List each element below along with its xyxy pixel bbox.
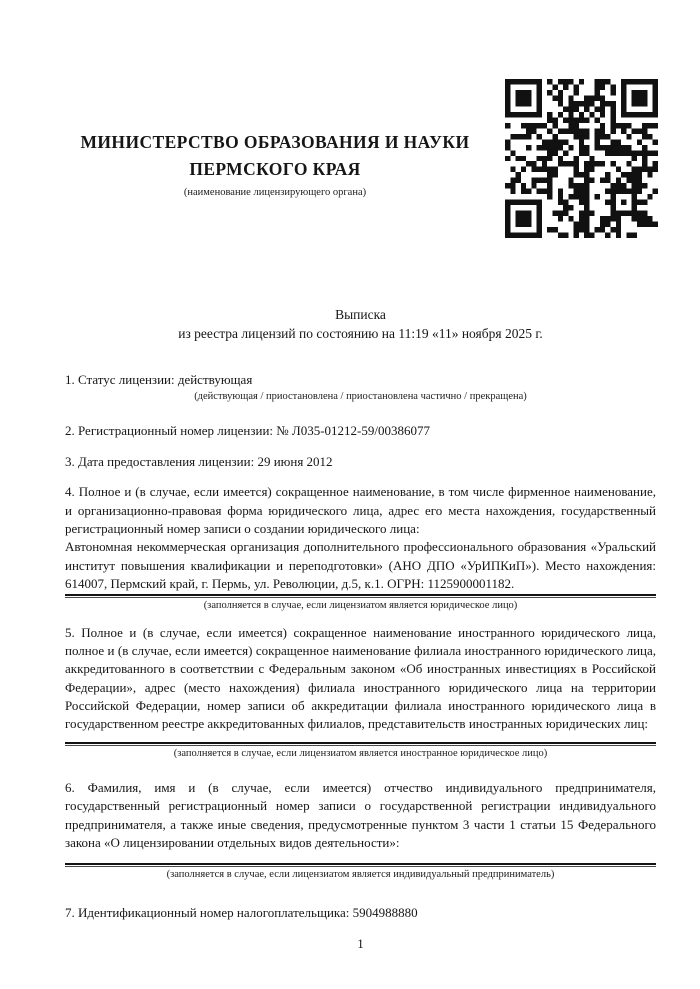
qr-code bbox=[505, 79, 658, 238]
legal-entity-value: Автономная некоммерческая организация дополнительного профессионального образования «Уральский институт повышения квалификации и переподготовки» (АНО ДПО «УрИПКиП»). Место нахождения: 614007, Пермский край, г. Пермь, ул. Революции, д.5, к.1. ОГРН: 1125900001182. bbox=[65, 539, 656, 591]
authority-name-line2: ПЕРМСКОГО КРАЯ bbox=[189, 158, 361, 179]
document-body bbox=[65, 306, 656, 953]
legal-entity-fill-caption: (заполняется в случае, если лицензиатом является юридическое лицо) bbox=[203, 600, 518, 612]
foreign-entity-divider bbox=[65, 742, 656, 746]
item-legal-entity bbox=[65, 483, 656, 612]
legal-entity-label: 4. Полное и (в случае, если имеется) сокращенное наименование, в том числе фирменное наименование, и организационно-правовая форма юридического лица, адрес его места нахождения, государственный регистрационный номер записи о создании юридического лица: bbox=[65, 484, 656, 536]
entrepreneur-divider bbox=[65, 863, 656, 867]
page-number: 1 bbox=[357, 935, 364, 951]
item-grant-date bbox=[65, 453, 656, 471]
item-registration-number bbox=[65, 422, 656, 440]
licensing-authority-block bbox=[62, 129, 488, 199]
item-taxpayer-number bbox=[65, 904, 656, 922]
item-foreign-entity bbox=[65, 624, 656, 761]
license-status-options-caption: (действующая / приостановлена / приостановлена частично / прекращена) bbox=[194, 391, 527, 403]
entrepreneur-label: 6. Фамилия, имя и (в случае, если имеется) отчество индивидуального предпринимателя, государственный регистрационный номер записи о государственной регистрации индивидуального предпринимателя, а также иные сведения, предусмотренные пунктом 3 части 1 статьи 15 Федерального закона «О лицензировании отдельных видов деятельности»: bbox=[65, 779, 656, 850]
document-header bbox=[0, 0, 700, 238]
item-entrepreneur bbox=[65, 779, 656, 882]
title-heading: Выписка bbox=[335, 307, 386, 322]
grant-date-text: 3. Дата предоставления лицензии: 29 июня 2012 bbox=[65, 454, 333, 470]
foreign-entity-label: 5. Полное и (в случае, если имеется) сокращенное наименование иностранного юридического лица, полное и (в случае, если имеется) сокращенное наименование филиала иностранного юридического лица, аккредитованного в соответствии с Федеральным законом «Об иностранных инвестициях в Российской Федерации», адрес (место нахождения) филиала иностранного юридического лица на территории Российской Федерации, номер записи об аккредитации филиала иностранного юридического лица в государственном реестре аккредитованных филиалов, представительств иностранных юридических лиц: bbox=[65, 624, 656, 732]
taxpayer-number-text: 7. Идентификационный номер налогоплательщика: 5904988880 bbox=[65, 904, 418, 920]
entrepreneur-fill-caption: (заполняется в случае, если лицензиатом является индивидуальный предприниматель) bbox=[166, 869, 555, 881]
title-subheading: из реестра лицензий по состоянию на 11:19 «11» ноября 2025 г. bbox=[178, 325, 543, 341]
authority-caption: (наименование лицензирующего органа) bbox=[183, 187, 367, 198]
registration-number-text: 2. Регистрационный номер лицензии: № Л035-01212-59/00386077 bbox=[65, 422, 431, 438]
legal-entity-divider bbox=[65, 594, 656, 598]
document-title bbox=[65, 306, 656, 343]
item-license-status bbox=[65, 371, 656, 404]
authority-name-line1: МИНИСТЕРСТВО ОБРАЗОВАНИЯ И НАУКИ bbox=[80, 132, 470, 152]
license-status-text: 1. Статус лицензии: действующая bbox=[65, 372, 253, 387]
foreign-entity-fill-caption: (заполняется в случае, если лицензиатом является иностранное юридическое лицо) bbox=[173, 748, 548, 760]
